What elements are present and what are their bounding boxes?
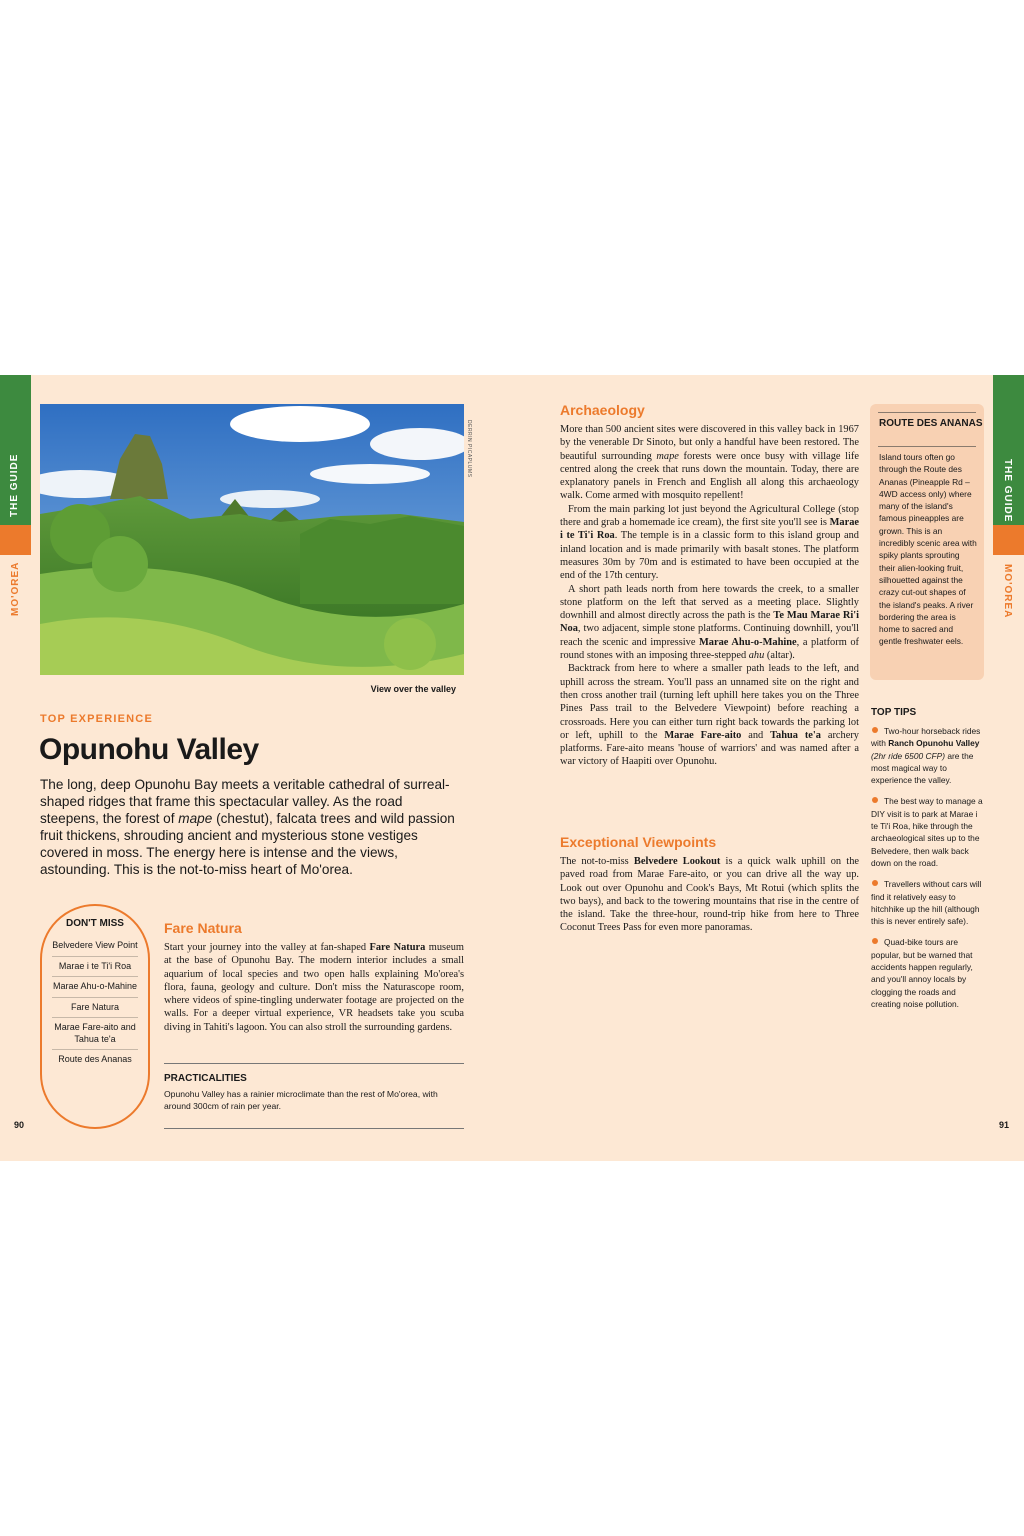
intro-paragraph: The long, deep Opunohu Bay meets a veritable cathedral of surreal-shaped ridges that frame this spectacular valley. As the road steepens, the forest of mape (chestut), falcata trees and wild passion fruit thickens, shrouding ancient and mysterious stone vestiges covered in moss. The energy here is intense and the views, astounding. This is the not-to-miss heart of Mo'orea.: [40, 777, 455, 878]
chapter-tab-marker-left: [0, 525, 31, 555]
page-number-right: 91: [999, 1120, 1010, 1130]
chapter-tab-label-left: MO'OREA: [10, 561, 21, 616]
section-tab-left: [0, 375, 31, 525]
dont-miss-title: DON'T MISS: [66, 918, 124, 929]
dont-miss-box: [40, 904, 150, 1129]
bullet-icon: [872, 880, 878, 886]
viewpoints-text: The not-to-miss Belvedere Lookout is a quick walk uphill on the paved road from Marae Fare-aito, or you can drive all the way up. Look out over Opunohu and Cook's Bays, Mt Rotui (which splits the two bays), and back to the towering mountains that rise in the centre of the island. Take the three-hour, round-trip hike from here to Three Coconut Trees Pass for even more panoramas.: [560, 856, 860, 934]
valley-photo: [40, 404, 464, 675]
bullet-icon: [872, 797, 878, 803]
list-item: Marae Ahu-o-Mahine: [52, 976, 138, 997]
tip-item: Two-hour horseback rides with Ranch Opunohu Valley (2hr ride 6500 CFP) are the most magical way to experience the valley.: [871, 726, 981, 786]
practicalities-title: PRACTICALITIES: [164, 1073, 247, 1084]
chapter-tab-label-right: MO'OREA: [1002, 564, 1013, 619]
box-divider: [878, 446, 976, 447]
archaeology-heading: Archaeology: [560, 402, 645, 418]
bullet-icon: [872, 938, 878, 944]
tip-item: The best way to manage a DIY visit is to park at Marae i te Ti'i Roa, hike through the archaeological sites up to the Belvedere, then walk back down on the road.: [871, 796, 983, 868]
section-tab-right: [993, 375, 1024, 525]
page-title: Opunohu Valley: [39, 733, 259, 766]
route-box-title: ROUTE DES ANANAS: [879, 418, 983, 429]
page-number-left: 90: [14, 1120, 25, 1130]
section-tab-label: THE GUIDE: [9, 453, 20, 517]
practicalities-divider-top: [164, 1063, 464, 1064]
kicker-label: TOP EXPERIENCE: [40, 713, 153, 725]
list-item: Route des Ananas: [52, 1049, 138, 1070]
list-item: Marae i te Ti'i Roa: [52, 956, 138, 977]
list-item: Fare Natura: [52, 997, 138, 1018]
practicalities-divider-bottom: [164, 1128, 464, 1129]
list-item: Marae Fare-aito and Tahua te'a: [52, 1017, 138, 1049]
photo-caption: View over the valley: [370, 684, 456, 694]
fare-natura-heading: Fare Natura: [164, 920, 242, 936]
section-tab-label-right: THE GUIDE: [1002, 459, 1013, 523]
archaeology-text: More than 500 ancient sites were discovered in this valley back in 1967 by the venerable Dr Sinoto, but only a handful have been restored. The beautiful surrounding mape forests were once busy with village life centred along the creek that runs down the mountain. Today, there are explanatory panels in French and English all along this archaeology walk. Come armed with mosquito repellent! From the main parking lot just beyond the Agricultural College (stop there and grab a homemade ice cream), the first site you'll see is Marae i te Ti'i Roa. The temple is in a classic form to this island group and inland location and is made primarily with basalt stones. The platform measures 30m by 70m and is estimated to have been occupied at the end of the 17th century. A short path leads north from here towards the creek, to a smaller stone platform on the left that served as a meeting place. Slightly downhill and almost directly across the path is the Te Mau Marae Ri'i Noa, two adjacent, simple stone platforms. Continuing downhill, you'll reach the scenic and impressive Marae Ahu-o-Mahine, a platform of round stones with an imposing three-stepped ahu (altar). Backtrack from here to where a smaller path leads to the left, and uphill across the stream. You'll pass an unnamed site on the right and then cross another trail (turning left uphill here takes you on the Three Pines Pass trail to the Belvedere Viewpoint) before reaching a crossroads. Here you can either turn right back towards the parking lot or left, uphill to the Marae Fare-aito and Tahua te'a archery platforms. Fare-aito means 'house of warriors' and was named after a war victory of Haapiti over Opunohu.: [560, 424, 860, 768]
practicalities-text: Opunohu Valley has a rainier microclimate than the rest of Mo'orea, with around 300cm of rain per year.: [164, 1089, 438, 1111]
route-box-text: Island tours often go through the Route des Ananas (Pineapple Rd – 4WD access only) where many of the island's famous pineapples are grown. This is an incredibly scenic area with spiky plants sprouting their alien-looking fruit, silhouetted against the crazy cut-out shapes of the island's peaks. A river bordering the area is home to sacred and gentle freshwater eels.: [879, 452, 977, 647]
tip-item: Quad-bike tours are popular, but be warned that accidents happen regularly, and you'll annoy locals by clogging the roads and creating noise pollution.: [871, 937, 973, 1009]
viewpoints-heading: Exceptional Viewpoints: [560, 834, 717, 850]
chapter-tab-marker-right: [993, 525, 1024, 555]
box-divider-top: [878, 412, 976, 413]
route-des-ananas-box: [870, 404, 984, 680]
list-item: Belvedere View Point: [52, 940, 138, 950]
bullet-icon: [872, 727, 878, 733]
top-tips-list: [871, 725, 986, 1019]
top-tips-title: TOP TIPS: [871, 707, 917, 718]
photo-credit: DERRIN PICAPLUMS: [466, 420, 472, 478]
dont-miss-list: [52, 936, 138, 1070]
fare-natura-text: Start your journey into the valley at fan-shaped Fare Natura museum at the base of Opunohu Bay. The modern interior includes a small aquarium of local species and two open halls explaining Mo'orea's flora, fauna, geology and culture. Don't miss the Naturascope room, where videos of spine-tingling underwater footage are projected on the walls. For a deeper virtual experience, VR headsets take you scuba diving in Tahiti's lagoon. You can also stroll the surrounding gardens.: [164, 942, 464, 1033]
tip-item: Travellers without cars will find it relatively easy to hitchhike up the hill (although this is never entirely safe).: [871, 879, 982, 927]
